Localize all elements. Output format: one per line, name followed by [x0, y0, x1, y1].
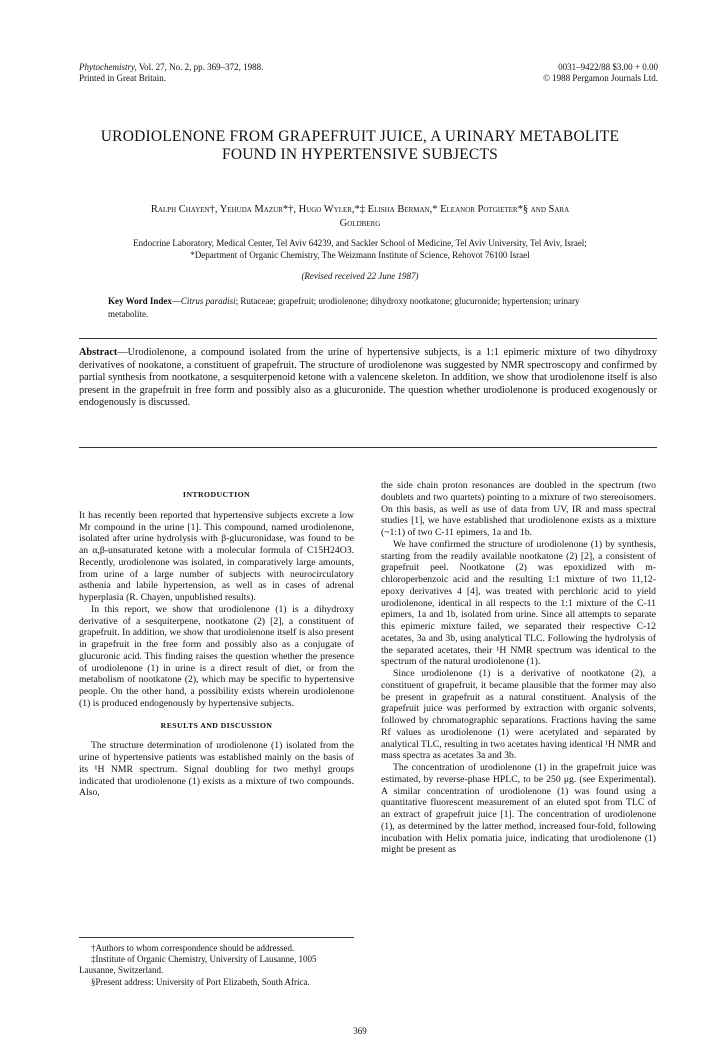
keyword-index: Key Word Index—Citrus paradisi; Rutaceae; grapefruit; urodiolenone; dihydroxy nootkatone; glucuronide; hypertension; urinary metabolite. — [108, 296, 580, 319]
abstract — [79, 347, 657, 410]
printed-in: Printed in Great Britain. — [79, 73, 166, 83]
authors-line: Ralph Chayen†, Yehuda Mazur*†, Hugo Wyler,*‡ Elisha Berman,* Eleanor Potgieter*§ and Sara — [150, 204, 570, 215]
abstract-bottom-rule — [79, 447, 657, 448]
body-paragraph: the side chain proton resonances are doubled in the spectrum (two doublets and two quartets) pointing to a mixture of two stereoisomers. On this basis, as well as use of data from UV, IR and mass spectral studies [1], we have established that urodiolenone exists as a mixture (~1:1) of two C-11 epimers, 1a and 1b. — [381, 480, 656, 538]
title-line: URODIOLENONE FROM GRAPEFRUIT JUICE, A URINARY METABOLITE — [100, 128, 620, 145]
results-paragraph: The structure determination of urodiolenone (1) isolated from the urine of hypertensive patients was established mainly on the basis of its ¹H NMR spectrum. Signal doubling for two methyl groups indicated that urodiolenone (1) exists as a mixture of two compounds. Also, — [79, 740, 354, 799]
abstract-text: —Urodiolenone, a compound isolated from the urine of hypertensive subjects, is a 1:1 epimeric mixture of two dihydroxy derivatives of nookatone, a constituent of grapefruit. The structure of urodiolenone was suggested by NMR spectroscopy and confirmed by partial synthesis from nootkatone, a sesquiterpenoid ketone with a valencene skeleton. In addition, we show that urodiolenone itself is also present in the grapefruit in free form and possibly also as a glucuronide. The question whether urodiolenone is produced exogenously or endogenously is discussed. — [79, 347, 657, 409]
authors-line: Goldberg — [339, 218, 381, 229]
footnotes — [79, 943, 354, 988]
journal-citation: Vol. 27, No. 2, pp. 369–372, 1988. — [136, 62, 264, 72]
footnote: §Present address: University of Port Elizabeth, South Africa. — [91, 976, 310, 987]
footnote: ‡Institute of Organic Chemistry, University of Lausanne, 1005 Lausanne, Switzerland. — [79, 954, 317, 976]
affiliations — [75, 237, 645, 261]
body-paragraph: Since urodiolenone (1) is a derivative of nootkatone (2), a constituent of grapefruit, it became plausible that the former may also be present in grapefruit as a natural constituent. Analysis of the grapefruit juice was performed by extraction with organic solvents, followed by chromatographic separations. Fractions having the same Rf values as urodiolenone (1) were acetylated and separated by analytical TLC, resulting in two acetates having identical ¹H NMR and mass spectra as acetates 3a and 3b. — [381, 668, 656, 762]
author-list — [60, 203, 660, 231]
journal-name: Phytochemistry, — [79, 62, 137, 72]
keyword-terms: ; Rutaceae; grapefruit; urodiolenone; dihydroxy nootkatone; glucuronide; hypertension; urinary metabolite. — [108, 296, 580, 319]
body-paragraph: The concentration of urodiolenone (1) in the grapefruit juice was estimated, by reverse-phase HPLC, to be 250 μg. (see Experimental). A similar concentration of urodiolenone (1) was found using a quantitative fluorescent measurement of an eluted spot from TLC of an extract of grapefruit juice [1]. The concentration of urodiolenone (1), as determined by the latter method, increased four-fold, following incubation with Helix pomatia juice, indicating that urodiolenone (1) might be present as — [381, 762, 656, 856]
left-column — [79, 489, 354, 799]
body-paragraph: We have confirmed the structure of urodiolenone (1) by synthesis, starting from the readily available nootkatone (2) [2], a consistent of grapefruit peel. Nootkatone (2) was epoxidized with m-chloroperbenzoic acid and the resulting 1:1 mixture of two 11,12-epoxy derivatives 4 [4], was treated with perchloric acid to yield urodiolenone, identical in all respects to the 1:1 mixture of the C-11 epimers, 1a and 1b, isolated from urine. Since all attempts to separate this epimeric mixture failed, we separated their respective C-12 acetates, 3a and 3b, using analytical TLC. Following the hydrolysis of the separated acetates, their ¹H NMR spectrum was identical to the spectrum of the natural urodiolenone (1). — [381, 538, 656, 668]
footnote-rule — [79, 937, 354, 938]
page-number: 369 — [353, 1026, 367, 1036]
publisher-header — [543, 62, 658, 84]
affiliation-line: *Department of Organic Chemistry, The Weizmann Institute of Science, Rehovot 76100 Israel — [190, 250, 530, 260]
intro-paragraph: In this report, we show that urodiolenone (1) is a dihydroxy derivative of a sesquiterpene, nootkatone (2) [2], a constituent of grapefruit. In addition, we show that urodiolenone itself is also present in grapefruit in the free form and possibly also as a conjugate of glucuronic acid. This finding raises the question whether the presence of urodiolenone (1) in urine is a direct result of diet, or from the metabolism of nootkatone (2), which may be specific to hypertensive people. On the other hand, a possibility exists wherein urodiolenone (1) is produced endogenously by hypertensive subjects. — [79, 603, 354, 709]
affiliation-line: Endocrine Laboratory, Medical Center, Tel Aviv 64239, and Sackler School of Medicine, Tel Aviv University, Tel Aviv, Israel; — [133, 238, 587, 248]
abstract-top-rule — [79, 338, 657, 339]
title-line: FOUND IN HYPERTENSIVE SUBJECTS — [222, 146, 498, 163]
journal-header — [79, 62, 263, 84]
price-code: 0031–9422/88 $3.00 + 0.00 — [558, 62, 658, 72]
copyright: © 1988 Pergamon Journals Ltd. — [543, 73, 658, 83]
intro-paragraph: It has recently been reported that hypertensive subjects excrete a low Mr compound in the urine [1]. This compound, named urodiolenone, isolated after urine hydrolysis with β-glucuronidase, was found to be an α,β-unsaturated ketone with a molecular formula of C15H24O3. Recently, urodiolenone was isolated, in comparatively large amounts, from urine of a large number of subjects with neurocirculatory asthenia and labile hypertension, as well as in cases of adrenal hyperplasia (R. Chayen, unpublished results). — [79, 509, 354, 603]
results-heading: RESULTS AND DISCUSSION — [160, 720, 273, 730]
article-title — [60, 128, 660, 164]
footnote: †Authors to whom correspondence should be addressed. — [91, 943, 295, 953]
keyword-label: Key Word Index — [108, 296, 172, 306]
revised-date: (Revised received 22 June 1987) — [301, 271, 419, 281]
introduction-heading: INTRODUCTION — [182, 490, 251, 499]
right-column — [381, 480, 656, 856]
keyword-species: Citrus paradisi — [180, 296, 236, 306]
abstract-label: Abstract — [79, 347, 118, 358]
